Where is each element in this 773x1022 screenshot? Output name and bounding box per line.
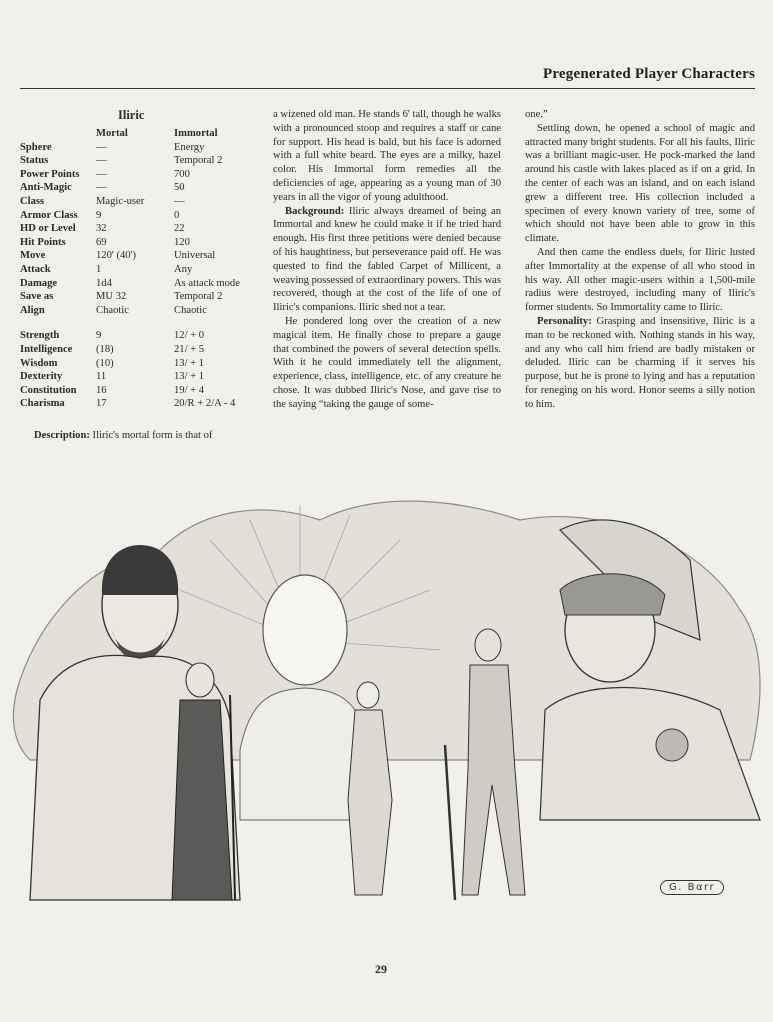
stat-label: Constitution: [20, 384, 77, 396]
stat-mortal-value: Chaotic: [96, 304, 129, 316]
stat-mortal-value: 69: [96, 236, 107, 248]
stat-row: [20, 169, 240, 183]
stat-label: Charisma: [20, 398, 65, 410]
stat-row: [20, 250, 240, 264]
stat-label: Damage: [20, 277, 58, 289]
stat-label: Armor Class: [20, 209, 78, 221]
stat-mortal-value: 1: [96, 263, 102, 275]
stat-row: [20, 237, 240, 251]
stat-label: Wisdom: [20, 357, 58, 369]
stat-mortal-value: —: [96, 182, 107, 194]
stat-mortal-value: 120' (40'): [96, 250, 137, 262]
paragraph: Background: Iliric always dreamed of being an Immortal and knew he could make it if he tried hard enough. His first three petitions were denied because of his haughtiness, but perseverance paid off. He was quested to find the fabled Carpet of Millicent, a weaving possessed of extraordinary powers. This was recovered, though at the cost of the life of one of Iliric's companions. Iliric shed not a tear.: [273, 205, 501, 314]
paragraph: a wizened old man. He stands 6' tall, though he walks with a pronounced stoop and requires a staff or cane for support. His head is bald, but his face is adorned with a full white beard. The eyes are a milky, hazel color. His Immortal form remedies all the deficiencies of age, appearing as a young man of 30 years in all the vigor of young adulthood.: [273, 109, 501, 203]
paragraph: And then came the endless duels, for Iliric lusted after Immortality at the expense of all who stood in his way. All other magic-users within a 1,500-mile radius were destroyed, including many of Iliric's former students. So Immortality came to Iliric.: [525, 246, 755, 314]
stat-row: [20, 371, 240, 385]
paragraph: one.”: [525, 109, 548, 120]
description-start: [34, 430, 259, 441]
stat-mortal-value: Magic-user: [96, 195, 145, 207]
stat-immortal-value: 20/R + 2/A - 4: [174, 398, 236, 410]
character-illustration: [0, 500, 773, 910]
page-header-title: Pregenerated Player Characters: [542, 66, 755, 82]
stat-label: Attack: [20, 263, 51, 275]
artist-signature: G. Bαrr: [660, 880, 724, 895]
stat-immortal-value: 0: [174, 209, 180, 221]
stat-immortal-value: As attack mode: [174, 277, 240, 289]
stat-mortal-value: (18): [96, 343, 114, 355]
stat-row: [20, 223, 240, 237]
stat-mortal-value: 1d4: [96, 277, 112, 289]
stat-mortal-value: 32: [96, 223, 107, 235]
stat-row: [20, 182, 240, 196]
stat-row: [20, 278, 240, 292]
stat-label: Intelligence: [20, 343, 73, 355]
page-number: 29: [375, 962, 387, 976]
stat-mortal-value: —: [96, 155, 107, 167]
stat-immortal-value: 700: [174, 168, 190, 180]
stat-mortal-value: —: [96, 141, 107, 153]
stat-row: [20, 142, 240, 156]
paragraph: He pondered long over the creation of a new magical item. He finally chose to prepare a gauge that combined the powers of several detection spells. With it he could immediately tell the alignment, experience, class, intelligence, etc. of any creature he chose. It was dubbed Iliric's Nose, and gave rise to the saying “taking the gauge of some-: [273, 315, 501, 410]
stat-mortal-value: (10): [96, 357, 114, 369]
stat-label: Dexterity: [20, 371, 63, 383]
stat-immortal-value: Temporal 2: [174, 291, 223, 303]
stat-immortal-value: 50: [174, 182, 185, 194]
text-column-2: [273, 108, 501, 412]
character-name: Iliric: [118, 108, 145, 122]
immortal-column-header: Immortal: [174, 128, 218, 139]
stat-row: [20, 155, 240, 169]
stat-block: [20, 128, 240, 412]
stat-label: Hit Points: [20, 236, 66, 248]
stat-label: Anti-Magic: [20, 182, 72, 194]
personality-lead: Personality:: [537, 315, 592, 327]
stat-label: Move: [20, 250, 46, 262]
stat-row: [20, 210, 240, 224]
stat-gap: [20, 318, 240, 330]
stat-immortal-value: 120: [174, 236, 190, 248]
text-column-3: [525, 108, 755, 412]
stat-mortal-value: 16: [96, 384, 107, 396]
description-text: Iliric's mortal form is that of: [89, 430, 213, 441]
mortal-column-header: Mortal: [96, 128, 128, 139]
stat-row: [20, 305, 240, 319]
stat-row: [20, 398, 240, 412]
stat-immortal-value: 12/ + 0: [174, 330, 205, 342]
stat-row: [20, 344, 240, 358]
stat-row: [20, 358, 240, 372]
stat-row: [20, 291, 240, 305]
stat-mortal-value: MU 32: [96, 291, 127, 303]
stat-row: [20, 264, 240, 278]
stat-row: [20, 196, 240, 210]
stat-label: Class: [20, 195, 45, 207]
stat-label: Power Points: [20, 168, 80, 180]
stat-immortal-value: Temporal 2: [174, 155, 223, 167]
stat-immortal-value: 13/ + 1: [174, 357, 205, 369]
stat-immortal-value: 22: [174, 223, 185, 235]
stat-row: [20, 385, 240, 399]
stat-immortal-value: Any: [174, 263, 193, 275]
stat-label: Save as: [20, 291, 54, 303]
stat-label: Status: [20, 155, 49, 167]
paragraph: Settling down, he opened a school of magic and attracted many bright students. For all his faults, Iliric was a brilliant magic-user. He pock-marked the land around his castle with lakes placed as if on a grid. In the center of each was an island, and on each island grew a different tree. His collection included a specimen of every known variety of tree, some of which should not have been able to grow in this climate.: [525, 122, 755, 245]
stat-immortal-value: Universal: [174, 250, 216, 262]
stat-immortal-value: —: [174, 195, 185, 207]
stat-label: Align: [20, 304, 45, 316]
stat-mortal-value: 9: [96, 330, 102, 342]
stat-row: [20, 330, 240, 344]
stat-label: HD or Level: [20, 223, 76, 235]
stat-label: Sphere: [20, 141, 52, 153]
stat-immortal-value: Energy: [174, 141, 205, 153]
stat-label: Strength: [20, 330, 60, 342]
stat-mortal-value: 9: [96, 209, 102, 221]
stat-immortal-value: 13/ + 1: [174, 371, 205, 383]
paragraph: Personality: Grasping and insensitive, Iliric is a man to be reckoned with. Nothing stands in his way, and any who call him friend are badly mistaken or deluded. Iliric can be charming if it serves his purpose, but he is prone to lying and has a reputation for reneging on his word. Honor seems a silly notion to him.: [525, 315, 755, 410]
stat-immortal-value: 19/ + 4: [174, 384, 205, 396]
stat-mortal-value: 11: [96, 371, 107, 383]
stat-immortal-value: 21/ + 5: [174, 343, 205, 355]
stat-mortal-value: 17: [96, 398, 107, 410]
description-lead: Description:: [34, 430, 90, 441]
header-rule: [20, 88, 755, 89]
stat-immortal-value: Chaotic: [174, 304, 207, 316]
background-lead: Background:: [285, 205, 345, 217]
stat-mortal-value: —: [96, 168, 107, 180]
